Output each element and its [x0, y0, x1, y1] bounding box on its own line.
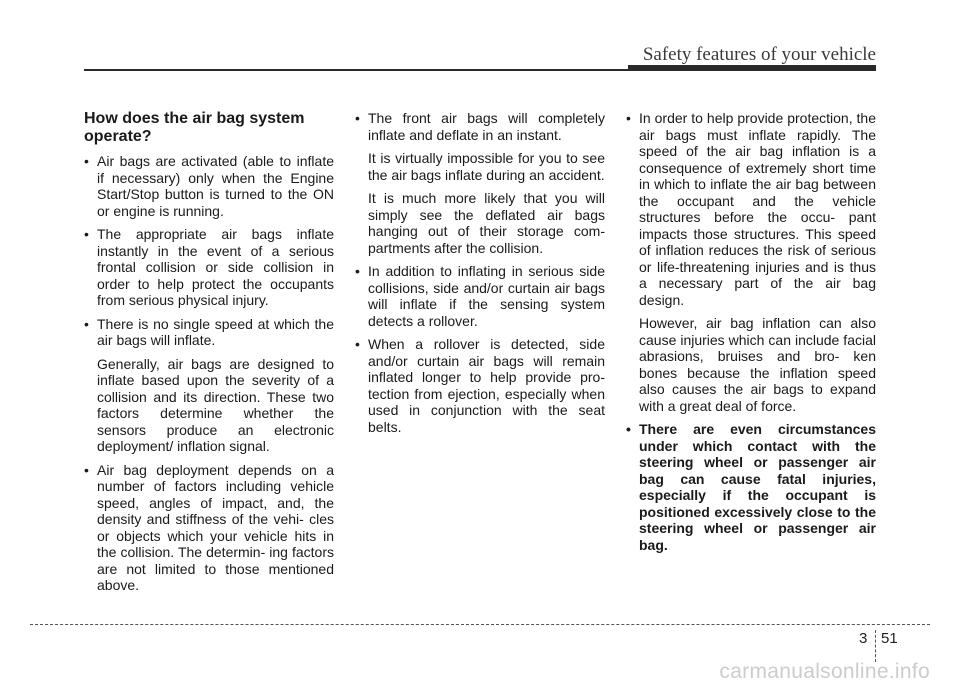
- column-2: [355, 110, 605, 442]
- column-3: [626, 110, 876, 560]
- bullet-inflate-instantly: • The appropriate air bags inflate instantly in the event of a serious frontal collision or side collision in order to help protect the occupants from serious physical injury.: [84, 226, 334, 309]
- header-rule-accent: [628, 65, 876, 71]
- page-number: 51: [881, 630, 898, 647]
- paragraph-impossible-to-see: It is virtually impossible for you to see the air bags inflate during an accident.: [368, 150, 605, 183]
- bullet-fatal-warning: • There are even circumstances under which contact with the steering wheel or passenger air bag can cause fatal injuries, especially if the occupant is positioned excessively close to the steering wheel or passenger air bag.: [626, 421, 876, 553]
- bullet-no-single-speed: • There is no single speed at which the air bags will inflate.: [84, 316, 334, 349]
- section-heading: How does the air bag system operate?: [84, 110, 305, 145]
- paragraph-deflated-bags: It is much more likely that you will simply see the deflated air bags hanging out of their storage com- partments after the collision.: [368, 190, 605, 256]
- bullet-front-airbags: • The front air bags will completely inflate and deflate in an instant.: [355, 110, 605, 143]
- bullet-rollover-inflation: • In addition to inflating in serious side collisions, side and/or curtain air bags will inflate if the sensing system detects a rollover.: [355, 263, 605, 329]
- footer-rule: [30, 624, 930, 625]
- section-title: Safety features of your vehicle: [642, 44, 876, 65]
- chapter-number: 3: [859, 630, 868, 647]
- watermark: carmanualsonline.info: [719, 660, 930, 683]
- page-number-divider: [875, 630, 876, 662]
- paragraph-design: Generally, air bags are designed to inflate based upon the severity of a collision and its direction. These two factors determine whether the sensors produce an electronic deployment/ inflation signal.: [97, 355, 334, 454]
- paragraph-injuries: However, air bag inflation can also cause injuries which can include facial abrasions, bruises and bro- ken bones because the inflation speed also causes the air bags to expand with a great deal of force.: [639, 315, 876, 414]
- bullet-rollover-detected: • When a rollover is detected, side and/or curtain air bags will remain inflated longer to help provide pro- tection from ejection, especially when used in conjunction with the seat belts.: [355, 336, 605, 435]
- bullet-rapid-inflation: • In order to help provide protection, the air bags must inflate rapidly. The speed of the air bag inflation is a consequence of extremely short time in which to inflate the air bag between the occupant and the vehicle structures before the occu- pant impacts those structures. This speed of inflation reduces the risk of serious or life-threatening injuries and is thus a necessary part of the air bag design.: [626, 110, 876, 308]
- bullet-deployment-factors: • Air bag deployment depends on a number of factors including vehicle speed, angles of impact, and, the density and stiffness of the vehi- cles or objects which your vehicle hits in the collision. The determin- ing factors are not limited to those mentioned above.: [84, 462, 334, 594]
- column-1: [84, 110, 334, 601]
- bullet-activation: • Air bags are activated (able to inflate if necessary) only when the Engine Start/Stop button is turned to the ON or engine is running.: [84, 153, 334, 219]
